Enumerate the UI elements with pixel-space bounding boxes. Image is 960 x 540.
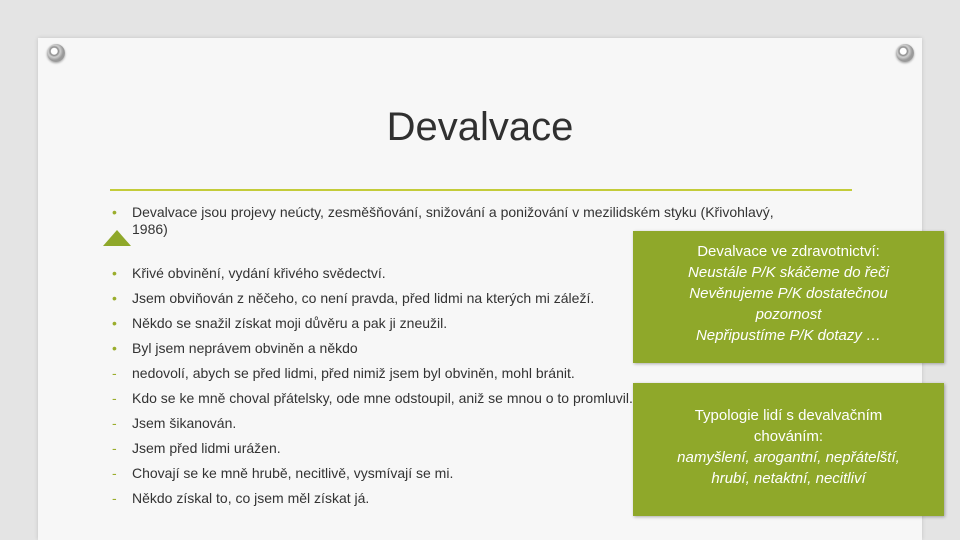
box-heading: Devalvace ve zdravotnictví:	[697, 243, 880, 260]
box-heading: Typologie lidí s devalvačním	[694, 407, 883, 424]
devaluation-list	[112, 265, 672, 515]
list-item-text: Chovají se ke mně hrubě, necitlivě, vysmívají se mi.	[132, 465, 454, 481]
box-line: Nepřipustíme P/K dotazy …	[695, 327, 882, 344]
list-item	[112, 365, 672, 390]
slide-title: Devalvace	[386, 105, 574, 149]
triangle-icon	[103, 230, 131, 246]
dash-icon: -	[112, 490, 117, 506]
bullet-icon: •	[112, 265, 117, 281]
healthcare-devaluation-box	[633, 231, 944, 363]
list-item	[112, 490, 672, 515]
typology-box	[633, 383, 944, 516]
pushpin-icon	[896, 44, 914, 62]
bullet-icon: •	[112, 315, 117, 331]
list-item-text: Někdo získal to, co jsem měl získat já.	[132, 490, 370, 506]
dash-icon: -	[112, 365, 117, 381]
list-item	[112, 465, 672, 490]
list-item	[112, 290, 672, 315]
list-item-text: Jsem před lidmi urážen.	[132, 440, 281, 456]
list-item-text: Jsem šikanován.	[132, 415, 237, 431]
dash-icon: -	[112, 390, 117, 406]
box-line: Neustále P/K skáčeme do řeči	[688, 264, 889, 281]
dash-icon: -	[112, 440, 117, 456]
dash-icon: -	[112, 415, 117, 431]
list-item	[112, 390, 672, 415]
bullet-icon: •	[112, 204, 117, 220]
pushpin-icon	[47, 44, 65, 62]
list-item-text: Kdo se ke mně choval přátelsky, ode mne odstoupil, aniž se mnou o to promluvil.	[132, 390, 633, 406]
list-item-text: nedovolí, abych se před lidmi, před nimiž jsem byl obviněn, mohl bránit.	[132, 365, 575, 381]
list-item	[112, 440, 672, 465]
list-item	[112, 415, 672, 440]
box-line: namyšlení, arogantní, nepřátelští,	[677, 449, 900, 466]
list-item-text: Jsem obviňován z něčeho, co není pravda, před lidmi na kterých mi záleží.	[132, 290, 595, 306]
dash-icon: -	[112, 465, 117, 481]
box-heading: chováním:	[753, 428, 824, 445]
list-item-text: Křivé obvinění, vydání křivého svědectví.	[132, 265, 386, 281]
list-item	[112, 265, 672, 290]
box-line: Nevěnujeme P/K dostatečnou	[689, 285, 888, 302]
list-item	[112, 340, 672, 365]
list-item-text: Byl jsem neprávem obviněn a někdo	[132, 340, 358, 356]
title-divider	[110, 189, 852, 191]
bullet-icon: •	[112, 290, 117, 306]
box-line: hrubí, netaktní, necitliví	[711, 470, 866, 487]
list-item-text: Někdo se snažil získat moji důvěru a pak ji zneužil.	[132, 315, 448, 331]
intro-text: Devalvace jsou projevy neúcty, zesměšňování, snižování a ponižování v mezilidském styku (Křivohlavý, 1986)	[132, 204, 774, 237]
bullet-icon: •	[112, 340, 117, 356]
list-item	[112, 315, 672, 340]
box-line: pozornost	[755, 306, 822, 323]
